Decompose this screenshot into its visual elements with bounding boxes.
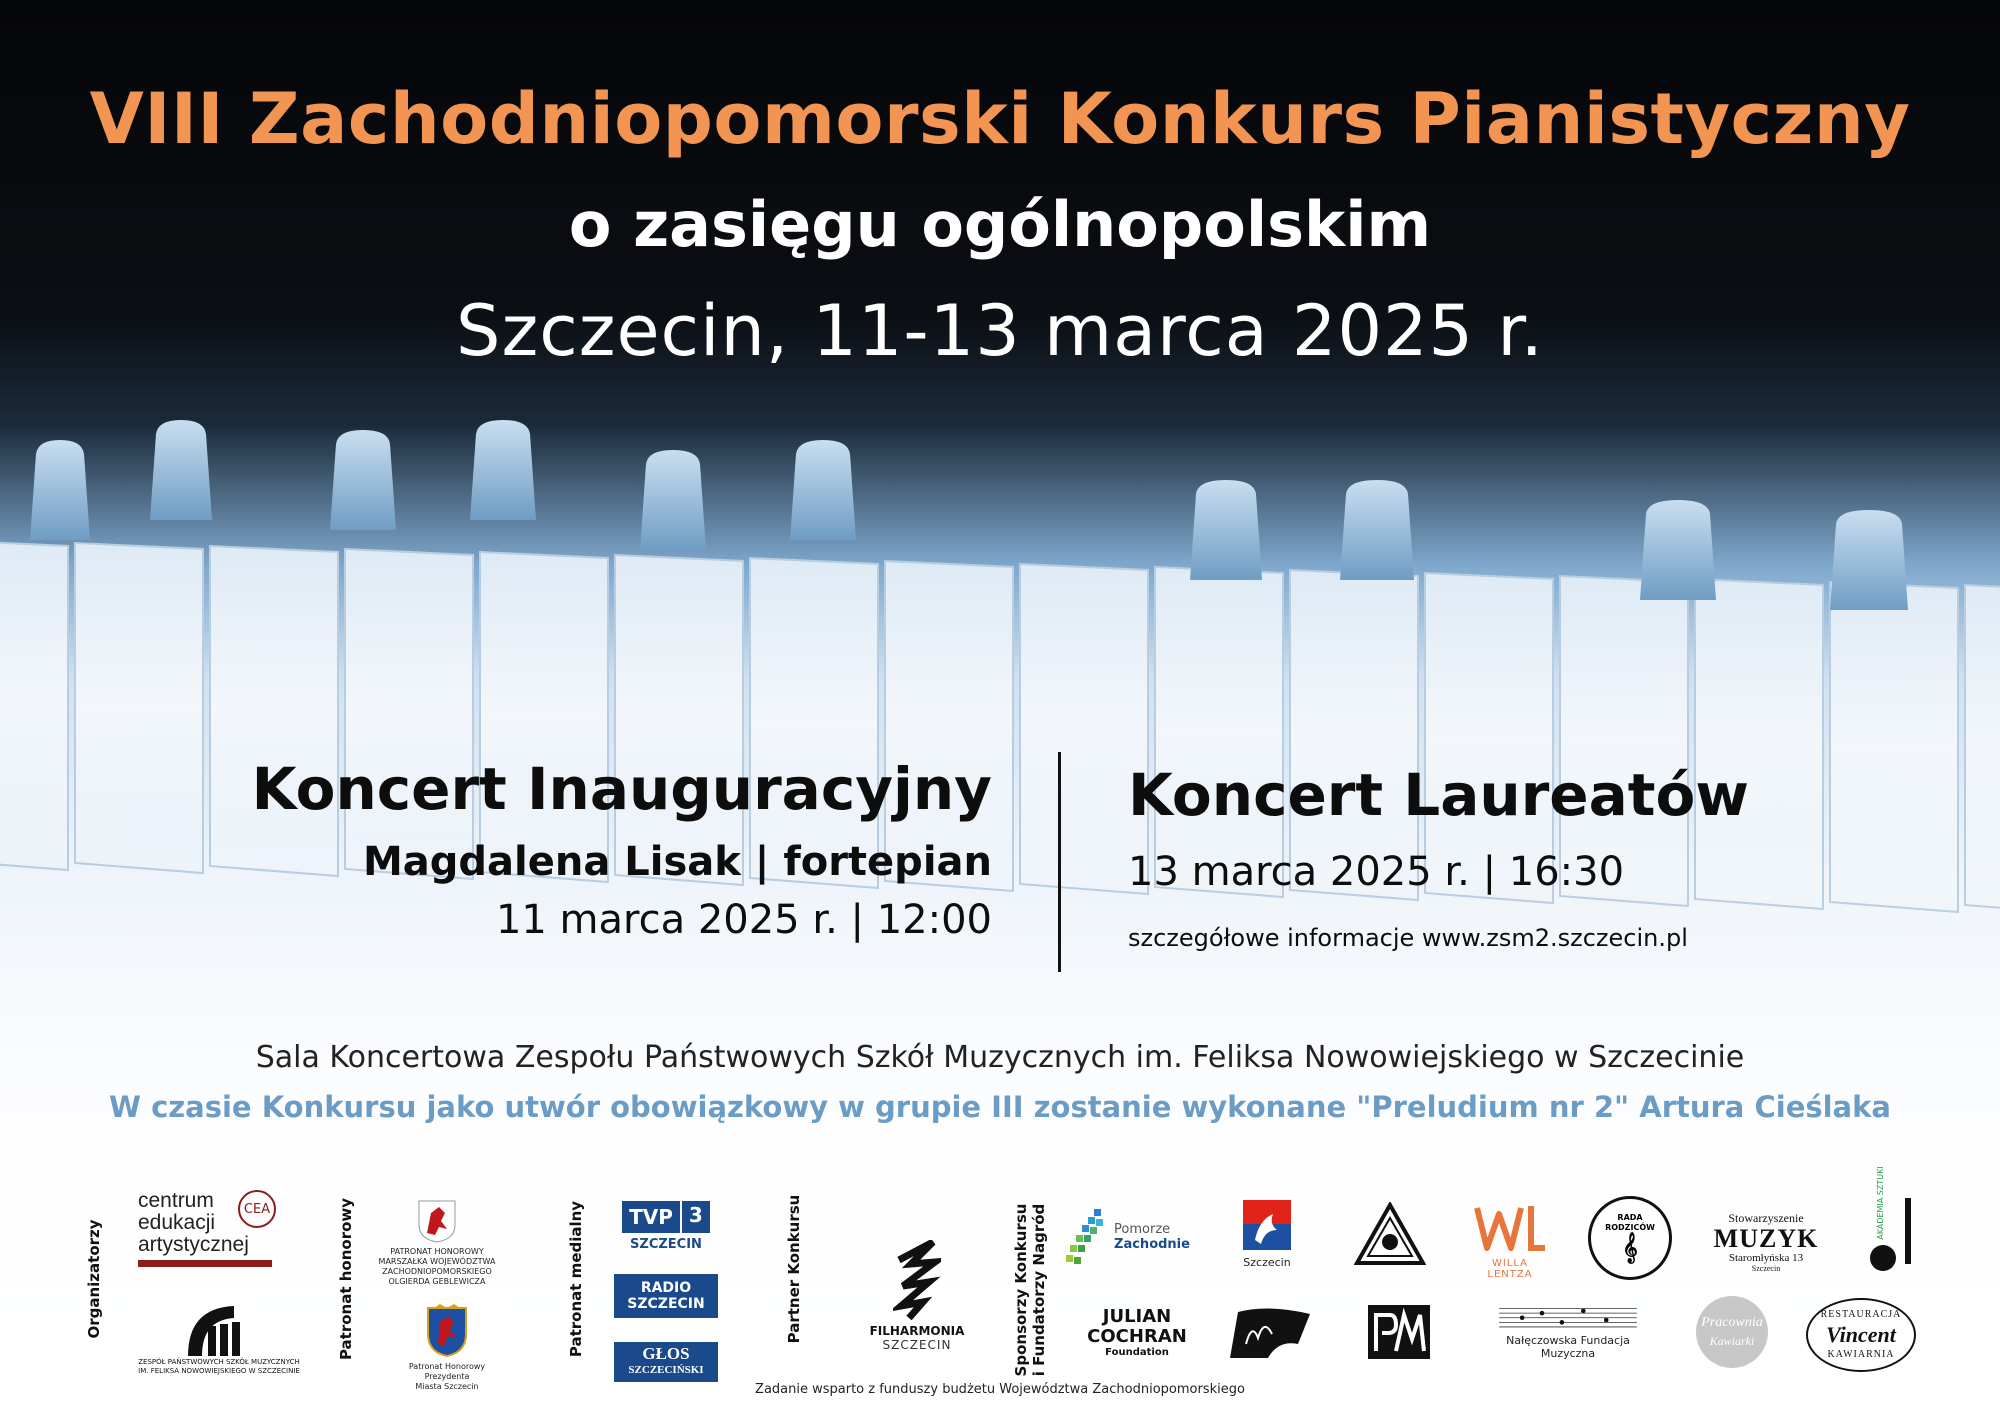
marshal-line-1: PATRONAT HONOROWY: [390, 1247, 484, 1256]
zpsm-emblem-icon: [184, 1300, 254, 1358]
pomorze-mosaic-icon: [1064, 1207, 1110, 1267]
szczecin-coat-of-arms-icon: [424, 1304, 470, 1358]
music-note-icon: [1867, 1196, 1917, 1272]
black-key: [30, 440, 90, 540]
president-line-3: Miasta Szczecin: [415, 1382, 479, 1391]
akademia-sztuki-logo: [1852, 1166, 1932, 1276]
honorary-patronage-label: Patronat honorowy: [337, 1197, 355, 1361]
event-title: VIII Zachodniopomorski Konkurs Pianistyczny: [89, 78, 1911, 160]
black-key: [1640, 500, 1716, 600]
triangle-club-logo: [1352, 1196, 1428, 1272]
muzyk-logo: [1704, 1212, 1828, 1272]
marshal-patronage-logo: [362, 1190, 512, 1296]
cea-logo: [138, 1188, 278, 1268]
president-line-2: Prezydenta: [424, 1372, 470, 1381]
rada-rodzicow-logo: [1588, 1196, 1672, 1280]
marshal-line-3: ZACHODNIOPOMORSKIEGO: [382, 1267, 492, 1276]
akademia-line: AKADEMIA SZTUKI: [1876, 1166, 1885, 1240]
vincent-line-3: KAWIARNIA: [1827, 1349, 1895, 1360]
zpsm-line-2: IM. FELIKSA NOWOWIEJSKIEGO W SZCZECINIE: [138, 1367, 300, 1375]
black-key: [1340, 480, 1414, 580]
laureates-title: Koncert Laureatów: [1128, 761, 1749, 829]
filharmonia-line-2: SZCZECIN: [882, 1338, 952, 1352]
inauguration-title: Koncert Inauguracyjny: [251, 755, 992, 823]
willa-line: WILLA LENTZA: [1487, 1258, 1533, 1280]
black-key: [470, 420, 536, 520]
julian-line-3: Foundation: [1105, 1347, 1169, 1358]
filharmonia-line-1: FILHARMONIA: [869, 1324, 965, 1338]
radio-line-1: RADIO: [640, 1280, 692, 1296]
music-staff-icon: [1478, 1304, 1658, 1330]
sponsors-label: [1012, 1170, 1048, 1410]
willa-lentza-icon: [1473, 1204, 1547, 1252]
tvp-mark: TVP: [622, 1201, 680, 1233]
muzyk-line-3: Staromłyńska 13: [1728, 1252, 1804, 1264]
ppm-mark-icon: [1366, 1303, 1432, 1361]
organizers-label: Organizatorzy: [85, 1219, 103, 1339]
cea-line-2: edukacji: [138, 1210, 216, 1234]
szczecin-line: Szczecin: [1243, 1255, 1291, 1269]
mandatory-piece-notice: W czasie Konkursu jako utwór obowiązkowy w grupie III zostanie wykonane "Preludium nr 2" Artura Cieślaka: [109, 1090, 1891, 1124]
zpsm-logo: [134, 1296, 304, 1380]
black-key: [330, 430, 396, 530]
pracownia-line-2: Kawiarki: [1709, 1334, 1755, 1348]
julian-line-1: JULIAN: [1102, 1306, 1172, 1327]
concert-divider: [1058, 752, 1061, 972]
glos-szczecinski-logo: [614, 1342, 718, 1382]
naleczowska-line: Nałęczowska Fundacja Muzyczna: [1506, 1334, 1630, 1360]
grand-piano-icon: [1228, 1304, 1312, 1360]
piano-signature-logo: [1226, 1302, 1314, 1362]
black-key: [150, 420, 212, 520]
pracownia-logo: [1696, 1296, 1768, 1368]
laureates-date: 13 marca 2025 r. | 16:30: [1128, 849, 1625, 895]
rada-line: RADA RODZICÓW: [1605, 1213, 1655, 1232]
tvp-city: SZCZECIN: [630, 1236, 702, 1252]
szczecin-city-logo: [1232, 1194, 1302, 1274]
julian-cochran-logo: [1082, 1306, 1192, 1360]
sponsors-label-line-1: Sponsorzy Konkursu: [1012, 1203, 1030, 1377]
black-key: [1190, 480, 1262, 580]
pomorze-line-2: Zachodnie: [1114, 1237, 1190, 1252]
glos-line-2: SZCZECIŃSKI: [628, 1364, 704, 1376]
marshal-line-4: OLGIERDA GEBLEWICZA: [388, 1277, 486, 1286]
vincent-logo: [1806, 1298, 1916, 1372]
szczecin-city-icon: [1243, 1200, 1291, 1250]
treble-clef-icon: 𝄞: [1622, 1233, 1638, 1263]
tvp-number: 3: [682, 1201, 710, 1233]
naleczowska-logo: [1478, 1304, 1658, 1360]
vincent-line-1: RESTAURACJA: [1820, 1309, 1902, 1320]
triangle-emblem-icon: [1354, 1202, 1426, 1266]
muzyk-line-1: Stowarzyszenie: [1728, 1211, 1804, 1225]
pomorze-line-1: Pomorze: [1114, 1222, 1171, 1237]
event-dates: Szczecin, 11-13 marca 2025 r.: [456, 290, 1544, 372]
sponsors-label-line-2: i Fundatorzy Nagród: [1030, 1203, 1048, 1377]
vincent-line-2: Vincent: [1826, 1322, 1896, 1347]
glos-line-1: GŁOS: [642, 1344, 690, 1363]
muzyk-line-2: MUZYK: [1713, 1224, 1819, 1253]
willa-lentza-logo: [1468, 1202, 1552, 1282]
venue-text: Sala Koncertowa Zespołu Państwowych Szkół Muzycznych im. Feliksa Nowowiejskiego w Szczecinie: [255, 1040, 1745, 1075]
laureates-info: szczegółowe informacje www.zsm2.szczecin.pl: [1128, 924, 1688, 952]
griffin-crest-icon: [417, 1199, 457, 1243]
cea-mark-icon: CEA: [238, 1190, 276, 1228]
filharmonia-emblem-icon: [893, 1240, 941, 1320]
filharmonia-logo: [862, 1234, 972, 1358]
cea-line-3: artystycznej: [138, 1232, 249, 1256]
black-key: [640, 450, 706, 550]
ppm-logo: [1364, 1302, 1434, 1362]
zpsm-line-1: ZESPÓŁ PAŃSTWOWYCH SZKÓŁ MUZYCZNYCH: [138, 1358, 300, 1366]
pomorze-zachodnie-logo: [1072, 1196, 1190, 1278]
cea-line-1: centrum: [138, 1188, 214, 1212]
inauguration-performer: Magdalena Lisak | fortepian: [362, 839, 992, 885]
black-key: [1830, 510, 1908, 610]
partner-label: Partner Konkursu: [785, 1194, 803, 1344]
inauguration-date: 11 marca 2025 r. | 12:00: [495, 897, 992, 943]
funding-note: Zadanie wsparto z funduszy budżetu Województwa Zachodniopomorskiego: [755, 1382, 1245, 1397]
black-key: [790, 440, 856, 540]
muzyk-line-4: Szczecin: [1751, 1264, 1781, 1273]
media-patronage-label: Patronat medialny: [567, 1200, 585, 1358]
tvp3-logo: [614, 1196, 718, 1256]
president-line-1: Patronat Honorowy: [408, 1362, 486, 1371]
radio-line-2: SZCZECIN: [627, 1296, 705, 1312]
radio-szczecin-logo: [614, 1274, 718, 1318]
marshal-line-2: MARSZAŁKA WOJEWÓDZTWA: [378, 1257, 496, 1266]
laureates-concert: [1128, 758, 1749, 958]
pracownia-line-1: Pracownia: [1701, 1315, 1763, 1330]
julian-line-2: COCHRAN: [1087, 1326, 1187, 1347]
inauguration-concert: [252, 752, 992, 950]
event-subtitle: o zasięgu ogólnopolskim: [568, 188, 1432, 261]
